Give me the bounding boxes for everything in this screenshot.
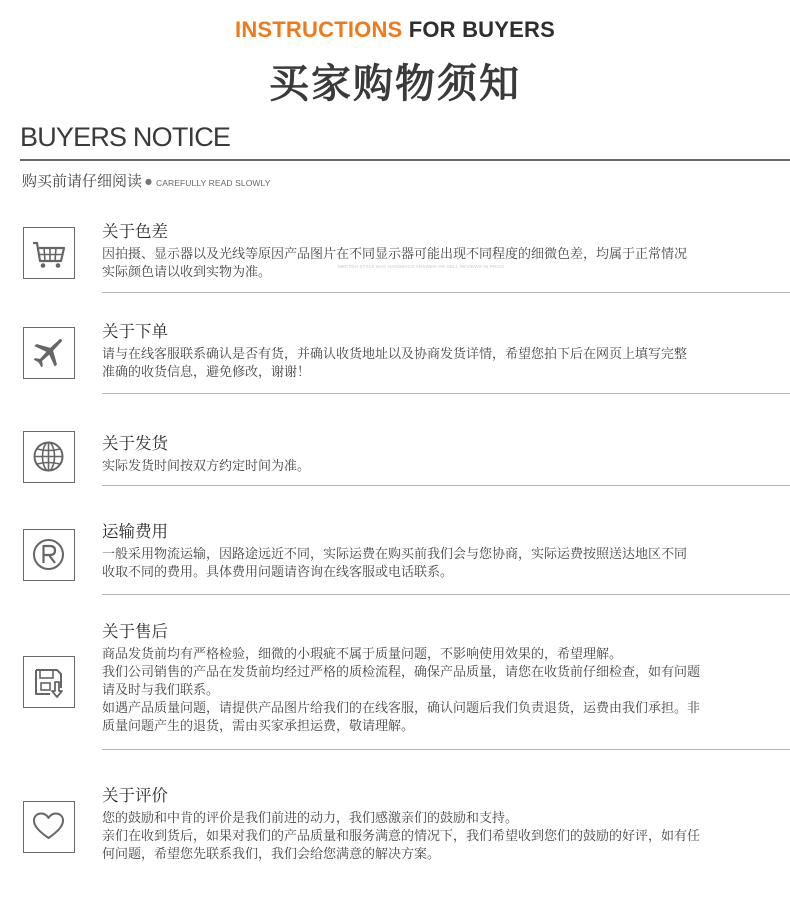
body-line: 如遇产品质量问题，请提供产品图片给我们的在线客服，确认问题后我们负责退货，运费由我们承担。非 <box>102 701 701 716</box>
header-highlight-word: INSTRUCTIONS <box>235 17 403 42</box>
notice-subtitle <box>22 170 271 191</box>
subtitle-cn: 购买前请仔细阅读 <box>22 172 143 190</box>
body-line: 请与在线客服联系确认是否有货，并确认收货地址以及协商发货详情，希望您拍下后在网页上填写完整 <box>102 347 688 362</box>
section-body <box>102 546 752 582</box>
page-title: 买家购物须知 <box>269 61 521 107</box>
body-line: 亲们在收到货后，如果对我们的产品质量和服务满意的情况下，我们希望收到您们的鼓励的好评，如有任 <box>102 829 701 844</box>
buyers-notice-title: BUYERS NOTICE <box>20 122 231 152</box>
registered-icon <box>23 529 75 581</box>
section-title: 关于色差 <box>102 222 168 241</box>
body-line: 质量问题产生的退货，需由买家承担运费，敬请理解。 <box>102 719 415 734</box>
section-title: 关于发货 <box>102 434 168 453</box>
section-body <box>102 346 752 382</box>
section-title: 运输费用 <box>102 522 168 541</box>
body-line: 实际颜色请以收到实物为准。 <box>102 265 272 280</box>
body-line: 我们公司销售的产品在发货前均经过严格的质检流程，确保产品质量，请您在收货前仔细检查，如有问题 <box>102 665 701 680</box>
body-line: 准确的收货信息，避免修改，谢谢！ <box>102 365 311 380</box>
section-body <box>102 810 752 864</box>
watermark-text: MEKTEH STYLE BAG HANDBAGS ANSWER OR SELL REVIEWS IN PRICE <box>338 264 505 269</box>
heart-icon <box>23 801 75 853</box>
globe-icon <box>23 431 75 483</box>
body-line: 商品发货前均有严格检验，细微的小瑕疵不属于质量问题，不影响使用效果的，希望理解。 <box>102 647 623 662</box>
airplane-icon <box>23 327 75 379</box>
section-divider <box>102 749 790 750</box>
section-body <box>102 458 752 476</box>
body-line: 实际发货时间按双方约定时间为准。 <box>102 459 311 474</box>
section-divider <box>102 594 790 595</box>
section-divider <box>102 292 790 293</box>
shopping-cart-icon <box>23 227 75 279</box>
body-line: 一般采用物流运输，因路途远近不同，实际运费在购买前我们会与您协商，实际运费按照送达地区不同 <box>102 547 688 562</box>
after-sale-icon <box>23 656 75 708</box>
body-line: 收取不同的费用。具体费用问题请咨询在线客服或电话联系。 <box>102 565 454 580</box>
section-title: 关于售后 <box>102 622 168 641</box>
subtitle-en: CAREFULLY READ SLOWLY <box>156 178 271 188</box>
section-title: 关于评价 <box>102 786 168 805</box>
section-divider <box>102 485 790 486</box>
body-line: 因拍摄、显示器以及光线等原因产品图片在不同显示器可能出现不同程度的细微色差，均属于正常情况 <box>102 247 688 262</box>
header-rest-words: FOR BUYERS <box>402 17 555 42</box>
body-line: 您的鼓励和中肯的评价是我们前进的动力，我们感激亲们的鼓励和支持。 <box>102 811 519 826</box>
notice-divider <box>20 159 790 161</box>
section-body <box>102 646 752 736</box>
body-line: 请及时与我们联系。 <box>102 683 220 698</box>
body-line: 何问题，希望您先联系我们，我们会给您满意的解决方案。 <box>102 847 441 862</box>
header-english-title <box>0 17 790 43</box>
subtitle-dot: ● <box>145 177 152 186</box>
section-divider <box>102 393 790 394</box>
section-title: 关于下单 <box>102 322 168 341</box>
